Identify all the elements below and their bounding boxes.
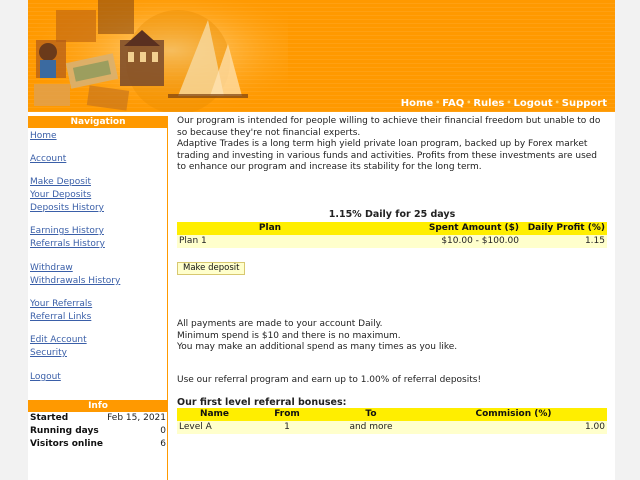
payment-line: Minimum spend is $10 and there is no maximum. <box>177 330 401 341</box>
intro-paragraph: Our program is intended for people willing to achieve their financial freedom but unable to do so because they're not financial experts. <box>177 116 601 138</box>
table-header-row <box>177 408 607 421</box>
top-navigation <box>401 98 607 109</box>
info-started-label: Started <box>30 413 69 423</box>
payment-line: You may make an additional spend as many times as you like. <box>177 342 458 352</box>
topnav-support-link[interactable]: Support <box>561 98 607 109</box>
table-row <box>177 421 607 434</box>
payment-info <box>177 319 607 354</box>
info-heading: Info <box>28 400 168 412</box>
table-header-row <box>177 222 607 235</box>
plan-amount-cell: $10.00 - $100.00 <box>363 235 521 248</box>
banner-collage-image <box>28 0 288 112</box>
topnav-faq-link[interactable]: FAQ <box>442 98 465 109</box>
nav-link-logout[interactable]: Logout <box>30 372 61 382</box>
topnav-separator: • <box>466 98 472 107</box>
intro-text <box>177 116 607 174</box>
nav-link-make-deposit[interactable]: Make Deposit <box>30 177 91 187</box>
nav-link-deposits-history[interactable]: Deposits History <box>30 203 104 213</box>
nav-link-account[interactable]: Account <box>30 154 67 164</box>
nav-link-withdraw[interactable]: Withdraw <box>30 263 73 273</box>
referral-bonuses-title: Our first level referral bonuses: <box>177 397 347 408</box>
column-header-daily-profit: Daily Profit (%) <box>521 222 607 235</box>
referral-program-text: Use our referral program and earn up to 1.00% of referral deposits! <box>177 375 482 385</box>
column-header-plan: Plan <box>177 222 363 235</box>
main-content <box>177 116 607 432</box>
nav-link-your-referrals[interactable]: Your Referrals <box>30 299 93 309</box>
site-header <box>28 0 615 112</box>
plan-table <box>177 222 607 248</box>
info-row-started <box>28 412 168 425</box>
topnav-rules-link[interactable]: Rules <box>473 98 505 109</box>
payment-line: All payments are made to your account Daily. <box>177 319 383 329</box>
nav-link-your-deposits[interactable]: Your Deposits <box>30 190 92 200</box>
referral-commision-cell: 1.00 <box>420 421 607 434</box>
info-panel <box>28 400 168 451</box>
info-row-running-days <box>28 425 168 438</box>
topnav-logout-link[interactable]: Logout <box>513 98 553 109</box>
make-deposit-button[interactable]: Make deposit <box>177 262 245 275</box>
info-running-value: 0 <box>160 426 166 436</box>
referral-from-cell: 1 <box>252 421 322 434</box>
nav-link-edit-account[interactable]: Edit Account <box>30 335 87 345</box>
info-row-visitors <box>28 438 168 451</box>
nav-link-referrals-history[interactable]: Referrals History <box>30 239 105 249</box>
column-header-name: Name <box>177 408 252 421</box>
referral-to-cell: and more <box>322 421 420 434</box>
nav-link-earnings-history[interactable]: Earnings History <box>30 226 104 236</box>
page-frame <box>28 0 615 480</box>
info-visitors-value: 6 <box>160 439 166 449</box>
nav-link-withdrawals-history[interactable]: Withdrawals History <box>30 276 121 286</box>
column-header-spent-amount: Spent Amount ($) <box>363 222 521 235</box>
topnav-home-link[interactable]: Home <box>400 98 434 109</box>
navigation-heading: Navigation <box>28 116 168 128</box>
sidebar <box>28 116 168 480</box>
info-started-value: Feb 15, 2021 <box>107 413 166 423</box>
topnav-separator: • <box>506 98 512 107</box>
navigation-panel <box>28 116 168 400</box>
intro-paragraph: Adaptive Trades is a long term high yield private loan program, backed up by Forex market trading and investing in various funds and activities. Profits from these investments are used to enhance our program and increase its stability for the long term. <box>177 139 598 172</box>
table-row <box>177 235 607 248</box>
topnav-separator: • <box>554 98 560 107</box>
column-header-from: From <box>252 408 322 421</box>
plan-profit-cell: 1.15 <box>521 235 607 248</box>
nav-link-referral-links[interactable]: Referral Links <box>30 312 92 322</box>
referral-table <box>177 408 607 434</box>
info-running-label: Running days <box>30 426 99 436</box>
nav-link-security[interactable]: Security <box>30 348 67 358</box>
plan-title: 1.15% Daily for 25 days <box>328 209 456 220</box>
column-header-commision: Commision (%) <box>420 408 607 421</box>
referral-level-cell: Level A <box>177 421 252 434</box>
column-header-to: To <box>322 408 420 421</box>
topnav-separator: • <box>435 98 441 107</box>
nav-link-home[interactable]: Home <box>30 131 57 141</box>
plan-name-cell: Plan 1 <box>177 235 363 248</box>
info-visitors-label: Visitors online <box>30 439 104 449</box>
